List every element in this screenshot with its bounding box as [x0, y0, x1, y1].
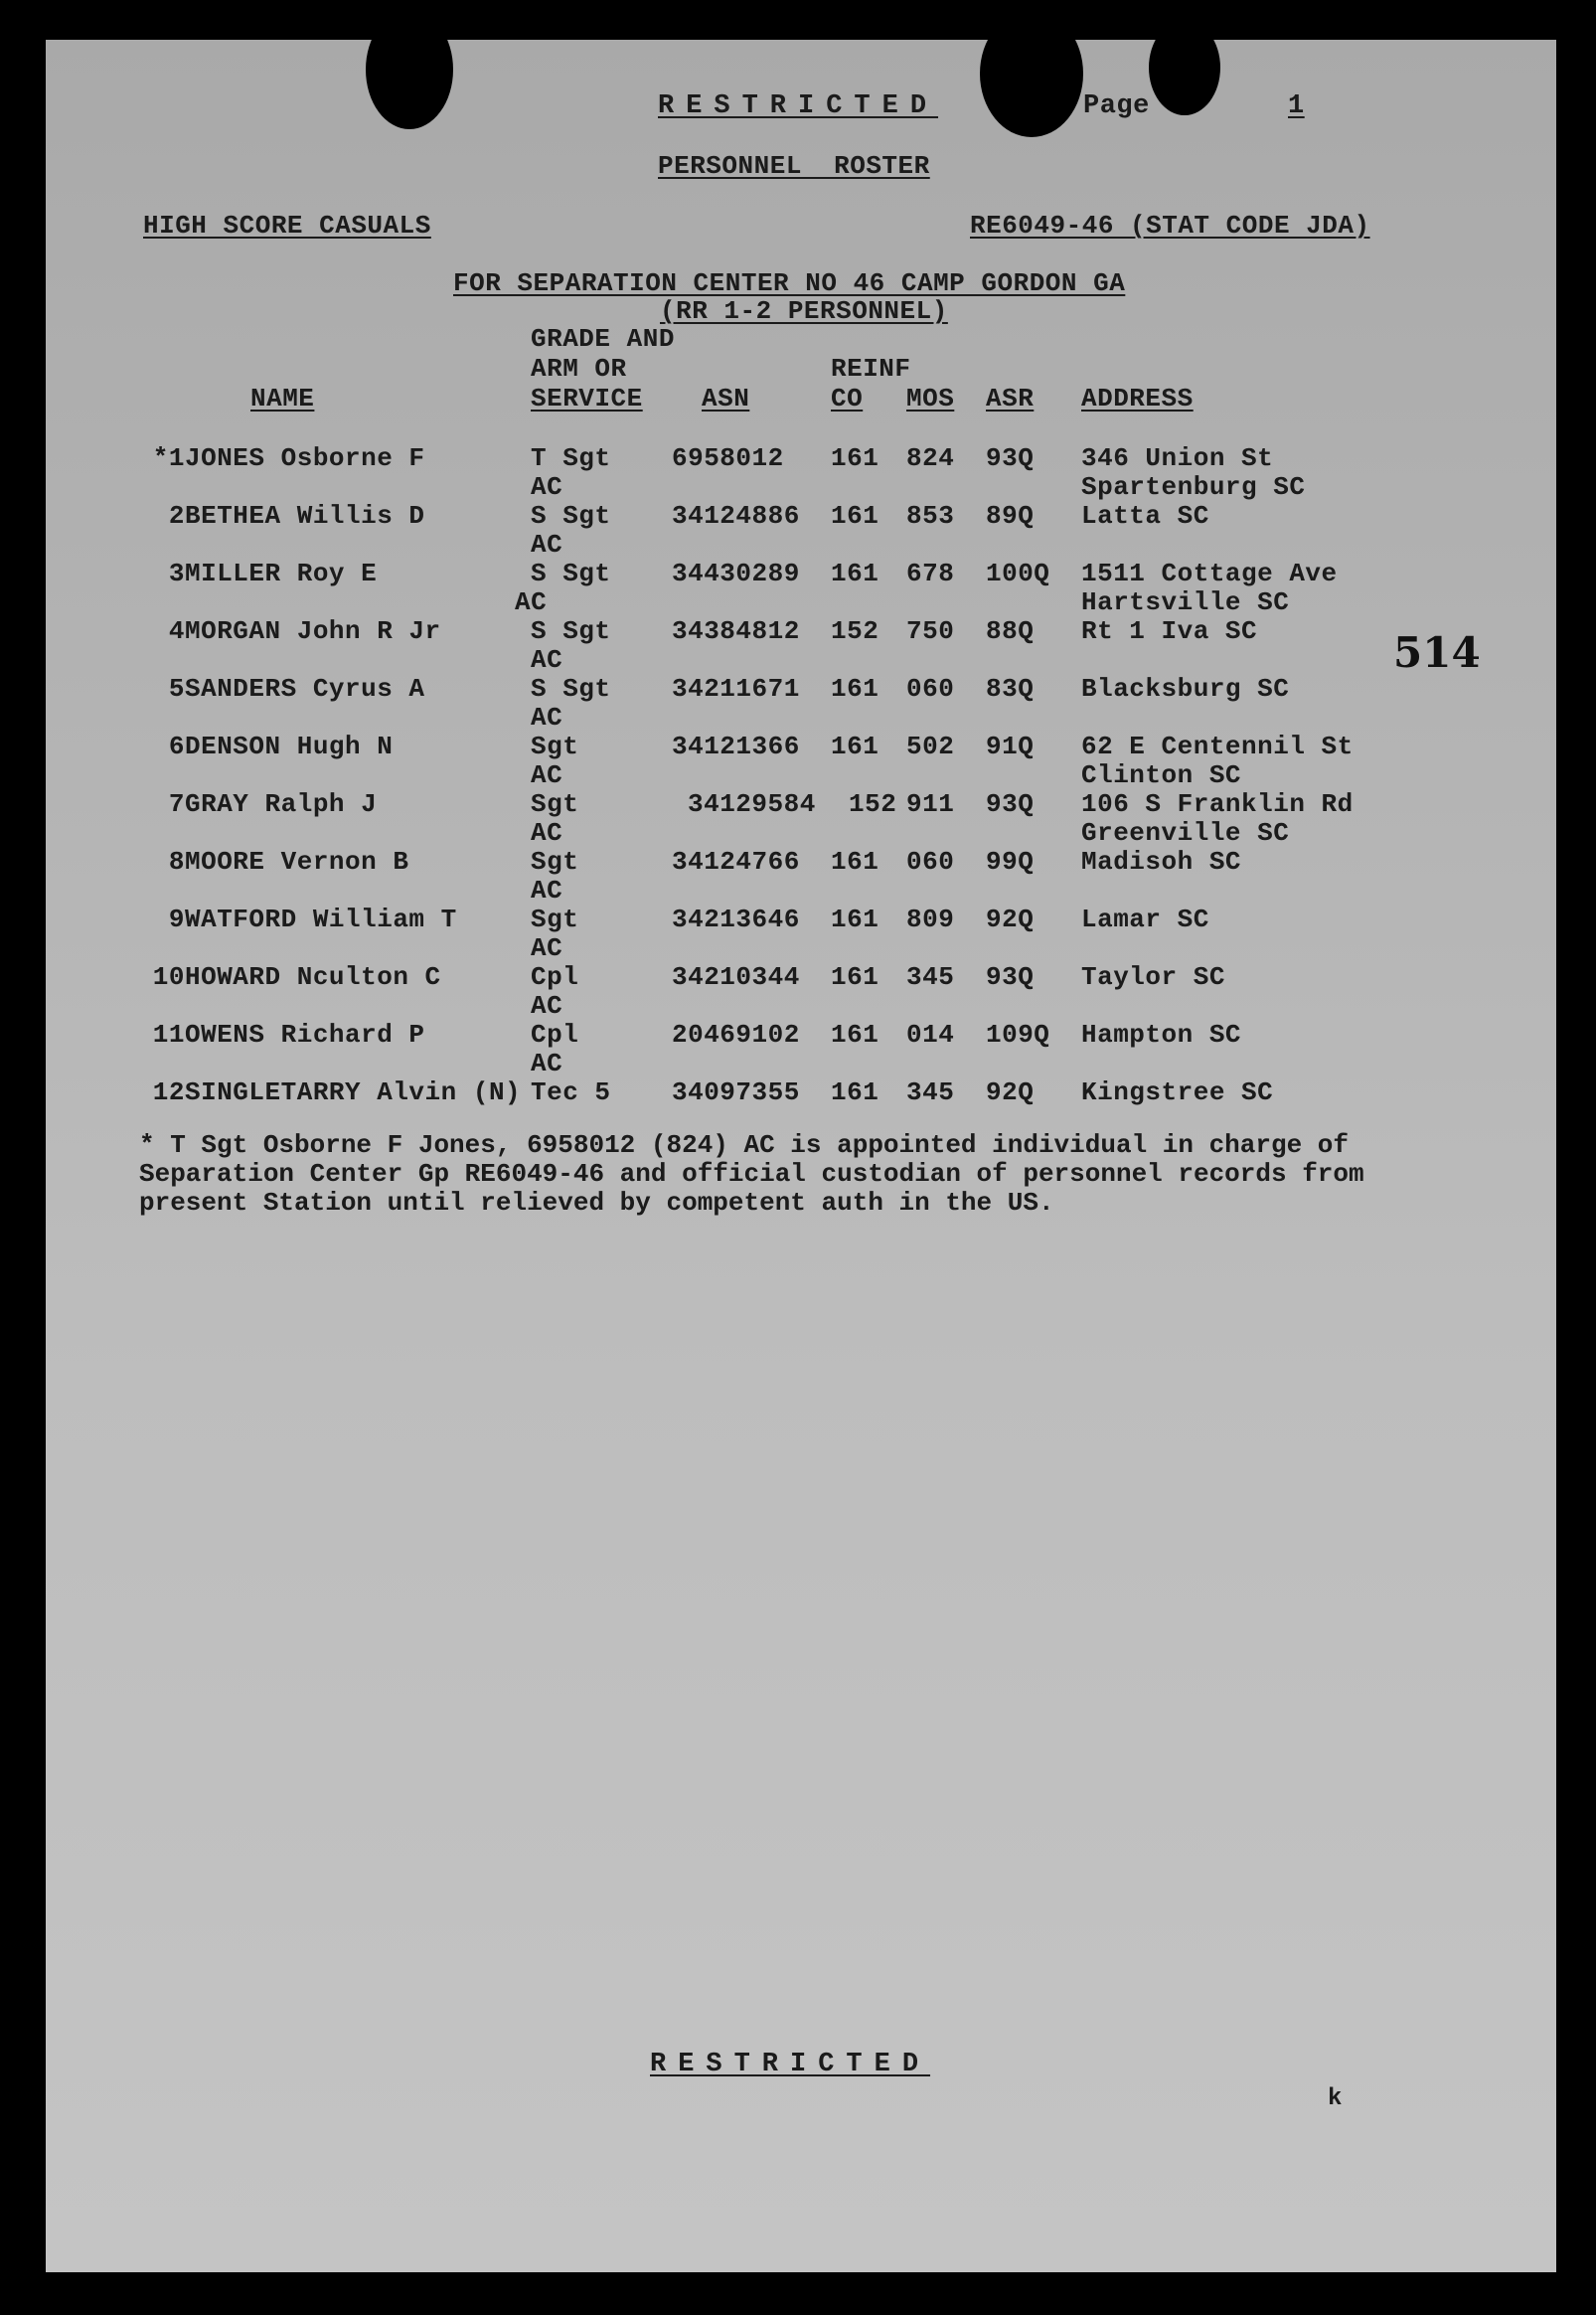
row-co: 152 — [849, 789, 897, 819]
col-co: CO — [831, 384, 864, 413]
row-grade: S Sgt — [531, 559, 611, 588]
row-asn: 34124886 — [672, 501, 800, 531]
row-number: *1 — [152, 443, 185, 473]
row-co: 161 — [831, 905, 879, 934]
row-asr: 100Q — [986, 559, 1050, 588]
page-number: 1 — [1288, 91, 1305, 121]
col-address: ADDRESS — [1081, 384, 1194, 413]
row-name: OWENS Richard P — [185, 1020, 425, 1050]
row-asn: 20469102 — [672, 1020, 800, 1050]
row-arm: AC — [515, 587, 548, 617]
row-co: 161 — [831, 443, 879, 473]
row-mos: 809 — [906, 905, 955, 934]
row-asr: 83Q — [986, 674, 1035, 704]
row-name: MOORE Vernon B — [185, 847, 409, 877]
row-arm: AC — [531, 760, 563, 790]
row-arm: AC — [531, 991, 563, 1021]
row-address-line1: Blacksburg SC — [1081, 674, 1290, 704]
row-mos: 911 — [906, 789, 955, 819]
row-grade: S Sgt — [531, 616, 611, 646]
row-address-line1: 346 Union St — [1081, 443, 1274, 473]
row-co: 152 — [831, 616, 879, 646]
row-asr: 109Q — [986, 1020, 1050, 1050]
row-address-line1: 62 E Centennil St — [1081, 732, 1354, 761]
col-asn: ASN — [702, 384, 750, 413]
row-asr: 92Q — [986, 1077, 1035, 1107]
row-number: 11 — [152, 1020, 185, 1050]
row-arm: AC — [531, 933, 563, 963]
row-asn: 34121366 — [672, 732, 800, 761]
row-address-line2: Clinton SC — [1081, 760, 1242, 790]
col-name: NAME — [250, 384, 315, 413]
row-name: GRAY Ralph J — [185, 789, 378, 819]
row-address-line1: Taylor SC — [1081, 962, 1225, 992]
document-page — [46, 40, 1556, 2272]
row-mos: 060 — [906, 847, 955, 877]
row-grade: T Sgt — [531, 443, 611, 473]
roster-row — [46, 847, 1556, 905]
roster-row — [46, 443, 1556, 501]
row-number: 4 — [168, 616, 185, 646]
row-arm: AC — [531, 530, 563, 560]
row-asr: 93Q — [986, 962, 1035, 992]
row-name: MILLER Roy E — [185, 559, 378, 588]
row-arm: AC — [531, 645, 563, 675]
restricted-footer: RESTRICTED — [650, 2050, 931, 2079]
restricted-header: RESTRICTED — [658, 91, 939, 121]
row-asn: 34129584 — [688, 789, 816, 819]
row-co: 161 — [831, 847, 879, 877]
col-reinf: REINF — [831, 354, 911, 384]
row-arm: AC — [531, 876, 563, 906]
row-grade: Sgt — [531, 732, 579, 761]
row-co: 161 — [831, 962, 879, 992]
row-mos: 750 — [906, 616, 955, 646]
col-mos: MOS — [906, 384, 955, 413]
row-grade: Cpl — [531, 962, 579, 992]
col-asr: ASR — [986, 384, 1035, 413]
subtitle-separation-center: FOR SEPARATION CENTER NO 46 CAMP GORDON GA — [453, 268, 1126, 298]
col-grade-line3: SERVICE — [531, 384, 643, 413]
row-grade: Sgt — [531, 789, 579, 819]
row-asr: 89Q — [986, 501, 1035, 531]
row-address-line1: Madisoh SC — [1081, 847, 1242, 877]
row-co: 161 — [831, 1020, 879, 1050]
row-number: 12 — [152, 1077, 185, 1107]
row-number: 9 — [168, 905, 185, 934]
row-asr: 93Q — [986, 443, 1035, 473]
row-arm: AC — [531, 1049, 563, 1078]
row-address-line1: 106 S Franklin Rd — [1081, 789, 1354, 819]
row-asn: 34213646 — [672, 905, 800, 934]
footnote: * T Sgt Osborne F Jones, 6958012 (824) AC is appointed individual in charge of Separation Center Gp RE6049-46 and official custodian of personnel records from present Station until relieved by competent auth in the US. — [139, 1130, 1364, 1218]
row-mos: 014 — [906, 1020, 955, 1050]
roster-row — [46, 616, 1556, 674]
right-caption: RE6049-46 (STAT CODE JDA) — [970, 211, 1370, 241]
row-asr: 91Q — [986, 732, 1035, 761]
row-asr: 88Q — [986, 616, 1035, 646]
roster-row — [46, 501, 1556, 559]
roster-title: PERSONNEL ROSTER — [658, 151, 930, 181]
row-address-line1: Latta SC — [1081, 501, 1209, 531]
row-mos: 345 — [906, 1077, 955, 1107]
row-asn: 6958012 — [672, 443, 784, 473]
row-asr: 92Q — [986, 905, 1035, 934]
row-grade: Tec 5 — [531, 1077, 611, 1107]
roster-row — [46, 1077, 1556, 1135]
roster-row — [46, 962, 1556, 1020]
row-asr: 99Q — [986, 847, 1035, 877]
roster-row — [46, 789, 1556, 847]
row-mos: 060 — [906, 674, 955, 704]
row-address-line1: Kingstree SC — [1081, 1077, 1274, 1107]
punch-hole-right-2 — [1149, 20, 1220, 115]
punch-hole-left — [366, 10, 453, 129]
row-name: DENSON Hugh N — [185, 732, 394, 761]
row-address-line2: Spartenburg SC — [1081, 472, 1306, 502]
row-number: 3 — [168, 559, 185, 588]
row-co: 161 — [831, 674, 879, 704]
page-label: Page — [1083, 91, 1150, 121]
row-arm: AC — [531, 472, 563, 502]
row-co: 161 — [831, 559, 879, 588]
row-asn: 34097355 — [672, 1077, 800, 1107]
row-address-line1: Lamar SC — [1081, 905, 1209, 934]
roster-row — [46, 732, 1556, 789]
row-asn: 34430289 — [672, 559, 800, 588]
row-grade: Cpl — [531, 1020, 579, 1050]
roster-row — [46, 559, 1556, 616]
row-number: 10 — [152, 962, 185, 992]
roster-row — [46, 674, 1556, 732]
row-name: BETHEA Willis D — [185, 501, 425, 531]
row-asn: 34211671 — [672, 674, 800, 704]
row-co: 161 — [831, 1077, 879, 1107]
row-grade: S Sgt — [531, 501, 611, 531]
row-number: 8 — [168, 847, 185, 877]
stamp-number: 514 — [1393, 628, 1481, 677]
roster-row — [46, 905, 1556, 962]
row-number: 2 — [168, 501, 185, 531]
row-address-line2: Greenville SC — [1081, 818, 1290, 848]
row-name: MORGAN John R Jr — [185, 616, 441, 646]
row-address-line1: 1511 Cottage Ave — [1081, 559, 1338, 588]
roster-row — [46, 1020, 1556, 1077]
row-address-line2: Hartsville SC — [1081, 587, 1290, 617]
row-mos: 678 — [906, 559, 955, 588]
row-mos: 502 — [906, 732, 955, 761]
left-caption: HIGH SCORE CASUALS — [143, 211, 431, 241]
row-number: 6 — [168, 732, 185, 761]
row-co: 161 — [831, 501, 879, 531]
row-name: SANDERS Cyrus A — [185, 674, 425, 704]
subtitle-personnel: (RR 1-2 PERSONNEL) — [660, 296, 948, 326]
row-name: JONES Osborne F — [185, 443, 425, 473]
row-address-line1: Hampton SC — [1081, 1020, 1242, 1050]
row-mos: 824 — [906, 443, 955, 473]
row-name: WATFORD William T — [185, 905, 457, 934]
row-asn: 34124766 — [672, 847, 800, 877]
row-co: 161 — [831, 732, 879, 761]
row-arm: AC — [531, 818, 563, 848]
row-name: SINGLETARRY Alvin (N) — [185, 1077, 522, 1107]
row-number: 5 — [168, 674, 185, 704]
row-grade: S Sgt — [531, 674, 611, 704]
col-grade-line1: GRADE AND — [531, 324, 675, 354]
row-name: HOWARD Nculton C — [185, 962, 441, 992]
punch-hole-right — [980, 10, 1083, 137]
corner-mark: k — [1328, 2085, 1343, 2112]
row-asr: 93Q — [986, 789, 1035, 819]
row-grade: Sgt — [531, 847, 579, 877]
row-mos: 345 — [906, 962, 955, 992]
row-grade: Sgt — [531, 905, 579, 934]
row-asn: 34210344 — [672, 962, 800, 992]
row-asn: 34384812 — [672, 616, 800, 646]
col-grade-line2: ARM OR — [531, 354, 627, 384]
row-arm: AC — [531, 703, 563, 733]
row-number: 7 — [168, 789, 185, 819]
row-address-line1: Rt 1 Iva SC — [1081, 616, 1258, 646]
row-mos: 853 — [906, 501, 955, 531]
